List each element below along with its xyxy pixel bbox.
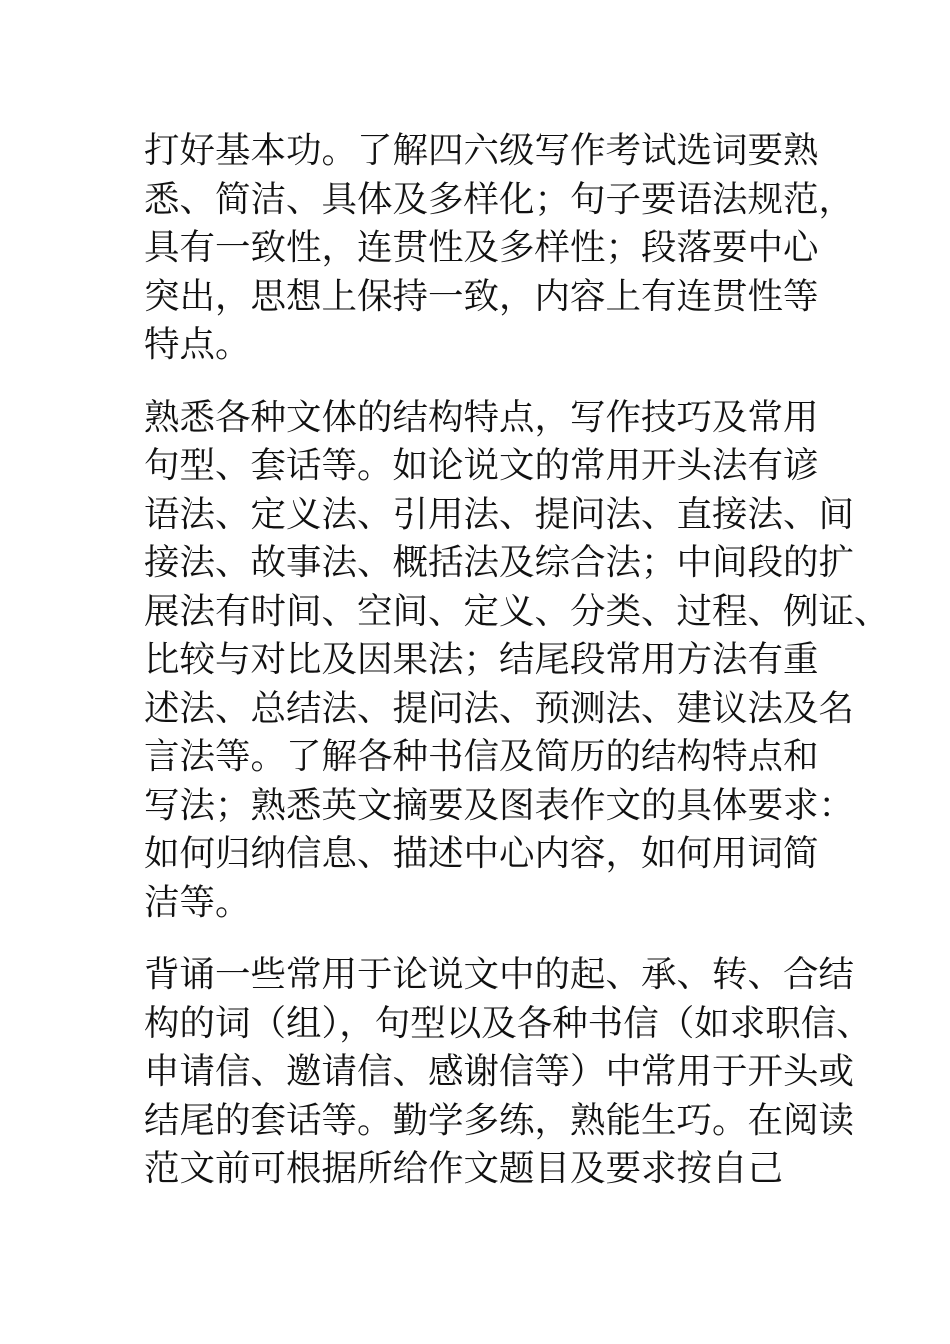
paragraph-1: [144, 127, 855, 370]
text-line: 熟悉各种文体的结构特点，写作技巧及常用: [144, 396, 819, 438]
text-line: 述法、总结法、提问法、预测法、建议法及名: [144, 687, 855, 729]
text-line: 范文前可根据所给作文题目及要求按自己: [144, 1148, 784, 1189]
text-line: 悉、简洁、具体及多样化；句子要语法规范，: [144, 178, 855, 220]
text-line: 语法、定义法、引用法、提问法、直接法、间: [144, 493, 855, 535]
text-line: 展法有时间、空间、定义、分类、过程、例证、: [144, 590, 890, 632]
text-line: 写法；熟悉英文摘要及图表作文的具体要求：: [144, 784, 855, 826]
text-line: 结尾的套话等。勤学多练，熟能生巧。在阅读: [144, 1099, 855, 1141]
paragraph-3: [144, 951, 872, 1194]
text-line: 构的词（组），句型以及各种书信（如求职信、: [144, 1002, 872, 1044]
text-line: 具有一致性，连贯性及多样性；段落要中心: [144, 227, 819, 268]
text-line: 比较与对比及因果法；结尾段常用方法有重: [144, 639, 819, 680]
text-line: 句型、套话等。如论说文的常用开头法有谚: [144, 445, 819, 486]
paragraph-2: [144, 394, 890, 928]
text-line: 言法等。了解各种书信及简历的结构特点和: [144, 736, 819, 777]
text-line: 背诵一些常用于论说文中的起、承、转、合结: [144, 954, 855, 995]
text-line: 洁等。: [144, 881, 251, 923]
text-line: 特点。: [144, 324, 251, 365]
document-body: [144, 127, 890, 1218]
text-line: 如何归纳信息、描述中心内容，如何用词简: [144, 833, 819, 874]
text-line: 接法、故事法、概括法及综合法；中间段的扩: [144, 542, 855, 583]
text-line: 突出，思想上保持一致，内容上有连贯性等: [144, 275, 819, 317]
text-line: 打好基本功。了解四六级写作考试选词要熟: [144, 130, 819, 171]
text-line: 申请信、邀请信、感谢信等）中常用于开头或: [144, 1051, 855, 1092]
